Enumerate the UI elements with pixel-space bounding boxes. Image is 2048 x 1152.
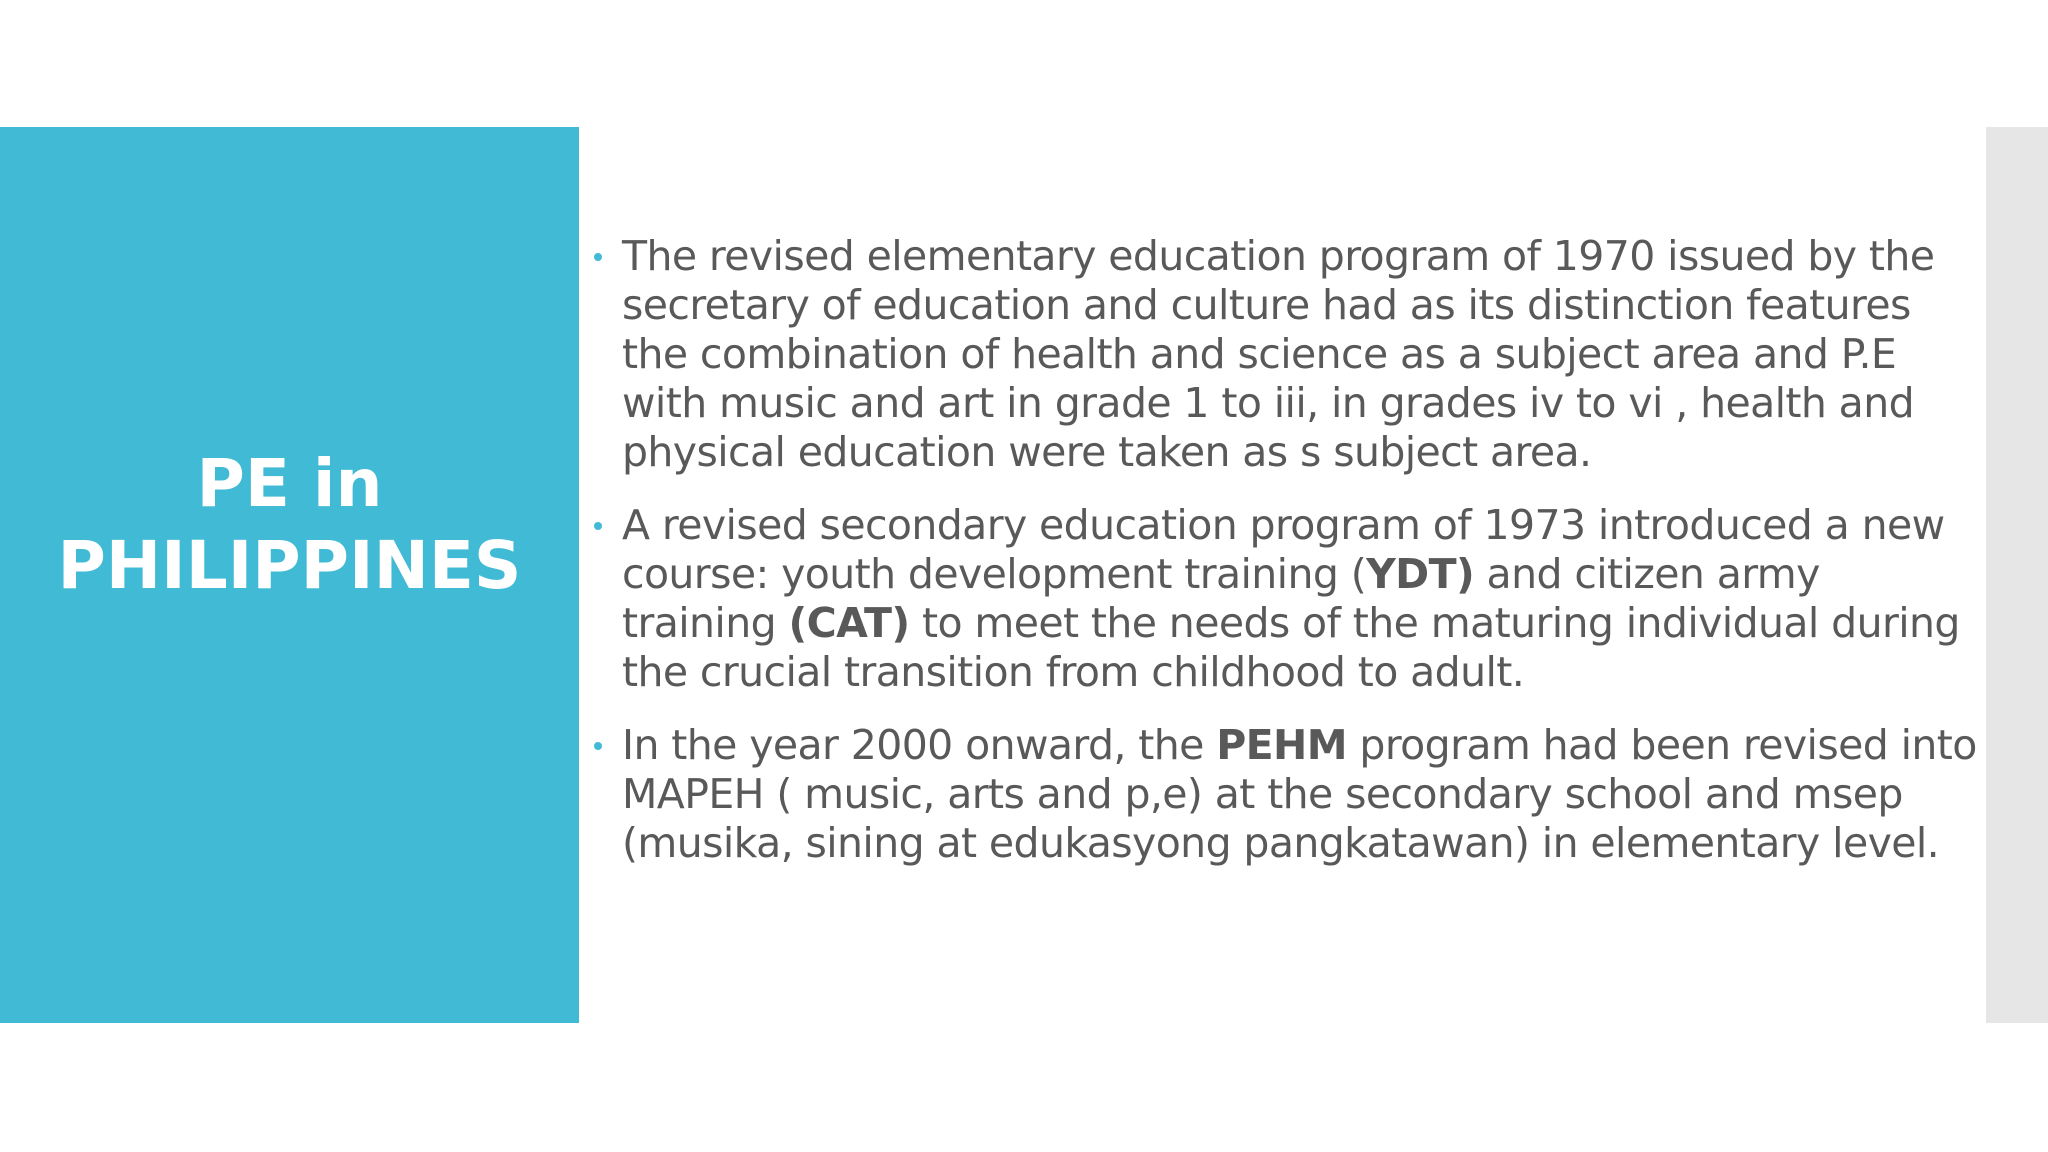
bullet-bold-text: PEHM <box>1216 721 1347 769</box>
bullet-dot-icon <box>594 253 602 261</box>
bullet-item-3 <box>590 721 1980 868</box>
bullet-text: The revised elementary education program of 1970 issued by the secretary of education and culture had as its distinction features the combination of health and science as a subject area and P.E with music and art in grade 1 to iii, in grades iv to vi , health and physical education were taken as s subject area. <box>622 232 1935 476</box>
bullet-bold-text: YDT) <box>1366 550 1475 598</box>
bullet-text: program had been revised into MAPEH ( music, arts and p,e) at the secondary school and msep (musika, sining at edukasyong pangkatawan) in elementary level. <box>622 721 1977 867</box>
bullet-text: In the year 2000 onward, the <box>622 721 1217 769</box>
bullet-text: to meet the needs of the maturing individual during the crucial transition from childhood to adult. <box>622 599 1960 696</box>
content-area <box>590 232 1980 892</box>
bullet-text: and citizen army training <box>622 550 1820 647</box>
bullet-text: A revised secondary education program of 1973 introduced a new course: youth development training ( <box>622 501 1945 598</box>
bullet-dot-icon <box>594 742 602 750</box>
bullet-dot-icon <box>594 522 602 530</box>
bullet-item-1 <box>590 232 1980 477</box>
bullet-item-2 <box>590 501 1980 697</box>
title-panel <box>0 127 579 1023</box>
side-strip <box>1986 127 2048 1023</box>
slide-title: PE in PHILIPPINES <box>57 445 522 604</box>
bullet-bold-text: (CAT) <box>788 599 910 647</box>
bullet-list <box>590 232 1980 868</box>
